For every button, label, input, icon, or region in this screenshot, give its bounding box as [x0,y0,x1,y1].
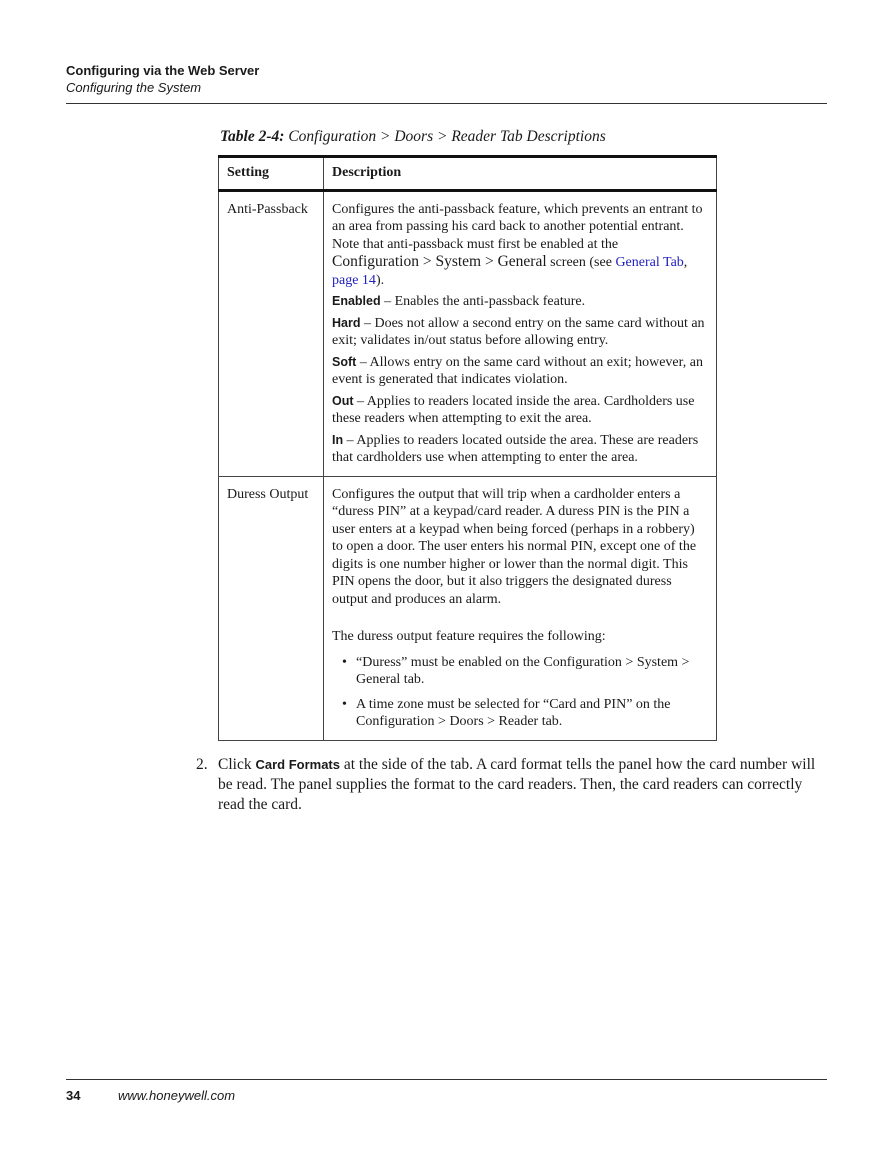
requirements-intro: The duress output feature requires the following: [332,629,606,644]
table-number: Table 2-4: [220,128,285,145]
option-out [332,393,708,428]
description-intro: Configures the anti-passback feature, which prevents an entrant to an area from passing his card back to another potential entrant. Note that anti-passback must first be enabled at the [332,201,703,252]
card-formats-label: Card Formats [255,757,340,772]
option-in [332,432,708,467]
footer-rule [66,1079,827,1080]
running-header [66,62,259,96]
option-term: Out [332,393,354,408]
link-separator: , [683,255,688,270]
list-item [332,696,708,731]
option-text: – Applies to readers located inside the area. Cardholders use these readers when attempting to exit the area. [332,393,695,426]
general-tab-link[interactable]: General Tab [615,255,684,270]
setting-cell: Duress Output [219,476,324,740]
list-item-text: “Duress” must be enabled on the Configuration > System > General tab. [356,654,690,687]
step-text-before: Click [218,756,256,773]
reader-tab-table [218,155,717,741]
list-item [332,654,708,689]
list-item-text: A time zone must be selected for “Card and PIN” on the Configuration > Doors > Reader tab. [356,696,671,729]
bullet-icon: • [342,696,347,712]
requirements-list [332,654,708,731]
option-enabled [332,293,708,311]
table-row [219,190,717,476]
option-text: – Applies to readers located outside the area. These are readers that cardholders use when attempting to enter the area. [332,432,699,465]
option-term: Hard [332,315,361,330]
setting-cell: Anti-Passback [219,190,324,476]
procedure-step [196,755,816,815]
option-term: In [332,432,344,447]
see-prefix: screen (see [546,255,616,270]
column-header-setting: Setting [219,157,324,191]
option-term: Enabled [332,294,381,308]
option-hard [332,315,708,350]
table-title: Configuration > Doors > Reader Tab Descriptions [288,128,606,145]
step-text-after: at the side of the tab. A card format tells the panel how the card number will be read. The panel supplies the format to the card readers. Then, the card readers can correctly read the card. [218,756,816,813]
option-text: – Does not allow a second entry on the same card without an exit; validates in/out status before allowing entry. [332,315,705,348]
step-text [218,755,816,815]
description-paragraph [332,201,708,290]
table-caption [220,128,606,146]
table-row [219,476,717,740]
option-text: – Enables the anti-passback feature. [380,294,586,309]
description-cell [324,476,717,740]
option-text: – Allows entry on the same card without an exit; however, an event is generated that indicates violation. [332,354,703,387]
chapter-title: Configuring via the Web Server [66,63,260,78]
table-header-row [219,157,717,191]
bullet-icon: • [342,654,347,670]
option-soft [332,354,708,389]
page-number: 34 [66,1088,81,1103]
step-number: 2. [196,756,208,773]
column-header-description: Description [324,157,717,191]
description-paragraph: Configures the output that will trip when a cardholder enters a “duress PIN” at a keypad/card reader. A duress PIN is the PIN a user enters at a keypad when being forced (perhaps in a robbery) to open a door. The user enters his normal PIN, except one of the digits is one number higher or lower than the normal digit. This PIN opens the door, but it also triggers the designated duress output and produces an alarm. [332,486,697,607]
paragraph-gap [332,612,708,628]
description-cell [324,190,717,476]
menu-path: Configuration > System > General [332,253,547,270]
page-14-link[interactable]: page 14 [332,272,376,288]
footer-url: www.honeywell.com [118,1088,236,1103]
header-rule [66,103,827,104]
section-title: Configuring the System [66,80,202,95]
see-suffix: ). [375,272,385,288]
option-term: Soft [332,354,357,369]
